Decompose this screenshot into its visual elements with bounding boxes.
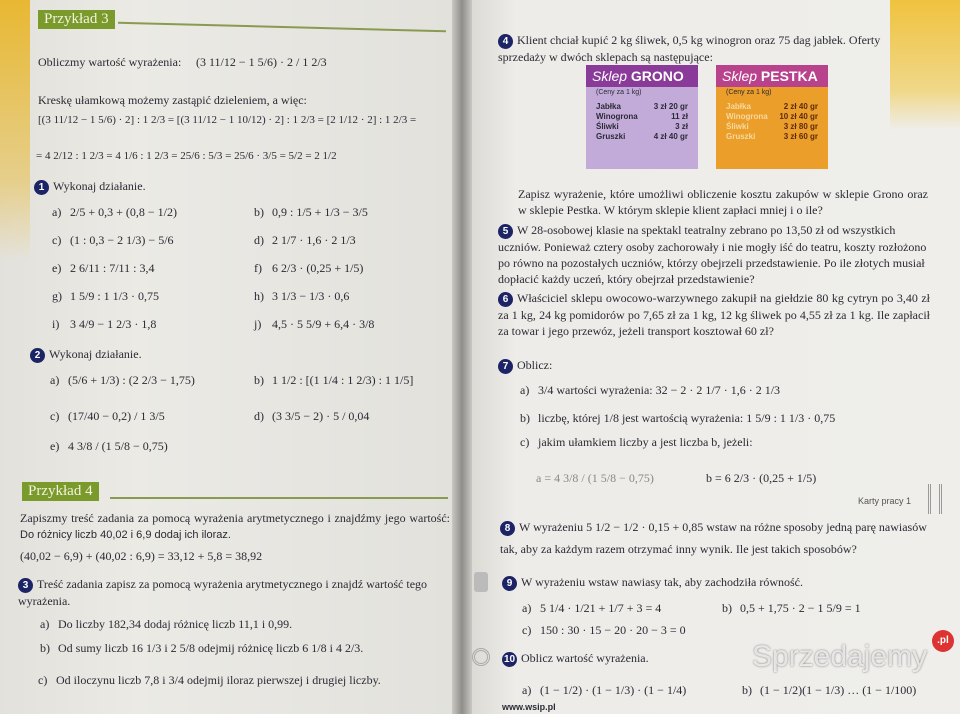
footer-url[interactable]: www.wsip.pl: [502, 702, 556, 712]
product-name: Gruszki: [726, 132, 756, 141]
product-name: Gruszki: [596, 132, 626, 141]
task-1-item: [254, 288, 349, 304]
item-expression: 2 6/11 : 7/11 : 3,4: [70, 261, 155, 275]
product-price: 3 zł: [675, 122, 688, 131]
example-4-solution: (40,02 − 6,9) + (40,02 : 6,9) = 33,12 + 5,8 = 38,92: [20, 549, 263, 563]
item-expression: (5/6 + 1/3) : (2 2/3 − 1,75): [68, 373, 195, 387]
example-3-line-1: [(3 11/12 − 1 5/6) · 2] : 1 2/3 = [(3 11/12 − 1 10/12) · 2] : 1 2/3 = [2 1/12 · 2] : 1 2/3 =: [38, 114, 417, 126]
task-title: Oblicz wartość wyrażenia.: [521, 651, 649, 665]
shop-title: [586, 65, 698, 87]
task-8-text: [500, 516, 932, 560]
product-name: Śliwki: [726, 122, 749, 131]
task-7-b-expression: b = 6 2/3 · (0,25 + 1/5): [706, 471, 817, 485]
task-9-item-a: [522, 600, 661, 616]
item-text: Od iloczynu liczb 7,8 i 3/4 odejmij iloraz pierwszej i drugiej liczby.: [56, 673, 381, 687]
divider: [110, 497, 448, 499]
example-3-line-2: = 4 2/12 : 1 2/3 = 4 1/6 : 1 2/3 = 25/6 : 5/3 = 25/6 · 3/5 = 5/2 = 2 1/2: [36, 150, 337, 162]
task-text: W wyrażeniu 5 1/2 − 1/2 · 0,15 + 0,85 wstaw na różne sposoby jedną parę nawiasów tak, aby za każdym razem otrzymać inny wynik. Ile jest takich sposobów?: [500, 520, 927, 556]
product-price: 3 zł 60 gr: [783, 132, 818, 141]
example-4-intro: Zapiszmy treść zadania za pomocą wyrażenia arytmetycznego i znajdźmy jego wartość:: [20, 511, 450, 525]
task-number-badge: 8: [500, 521, 515, 536]
task-7-item-a: [520, 382, 780, 398]
watermark-badge: .pl: [932, 630, 954, 652]
item-label: b): [722, 601, 732, 615]
worksheet-reference[interactable]: Karty pracy 1: [858, 496, 912, 506]
item-text: 3/4 wartości wyrażenia: 32 − 2 · 2 1/7 · 1,6 · 2 1/3: [538, 383, 781, 397]
item-label: a): [520, 383, 530, 397]
example-4-text: [20, 510, 450, 543]
task-3-title: [18, 576, 450, 609]
shop-price-note: (Ceny za 1 kg): [726, 89, 772, 96]
task-10-title: [502, 650, 649, 667]
item-expression: 1 5/9 : 1 1/3 · 0,75: [70, 289, 159, 303]
item-label: c): [50, 409, 60, 423]
worksheet-icon: [928, 484, 942, 514]
example-3-expression: (3 11/12 − 1 5/6) · 2 / 1 2/3: [196, 55, 327, 69]
item-expression: 2/5 + 0,3 + (0,8 − 1/2): [70, 205, 177, 219]
item-label: i): [52, 317, 60, 331]
product-name: Śliwki: [596, 122, 619, 131]
price-row: [586, 102, 698, 112]
item-label: b): [742, 683, 752, 697]
task-text: Właściciel sklepu owocowo-warzywnego zakupił na giełdzie 80 kg cytryn po 3,40 zł za 1 kg, 24 kg pomidorów po 7,65 zł za 1 kg, 12 kg śliwek po 4,55 zł za 1 kg. Ile zapłacił za towar i jego przewóz, jeżeli transport kosztował 60 zł?: [498, 291, 930, 338]
task-number-badge: 9: [502, 576, 517, 591]
price-row: [586, 112, 698, 122]
task-1-item: [52, 204, 177, 220]
task-1-title: [34, 178, 146, 195]
item-label: c): [520, 435, 530, 449]
product-name: Jabłka: [726, 102, 751, 111]
item-expression: 4 3/8 / (1 5/8 − 0,75): [68, 439, 168, 453]
task-text: W 28-osobowej klasie na spektakl teatralny zebrano po 13,50 zł od wszystkich uczniów. Ponieważ cztery osoby zachorowały i nie mogły iść do teatru, koszty rozłożono po równo na pozostałych uczniów, którzy obejrzeli przedstawienie. Po ile złotych musiał dopłacić każdy uczeń, który obejrzał przedstawienie?: [498, 223, 927, 286]
task-number-badge: 5: [498, 224, 513, 239]
item-label: h): [254, 289, 264, 303]
task-2-title: [30, 346, 142, 363]
task-7-a-expression: a = 4 3/8 / (1 5/8 − 0,75): [536, 471, 654, 485]
task-number-badge: 1: [34, 180, 49, 195]
item-label: a): [52, 205, 62, 219]
price-row: [716, 112, 828, 122]
task-2-item-e: [50, 438, 168, 454]
item-label: b): [40, 641, 50, 655]
product-price: 11 zł: [671, 112, 688, 121]
task-7-item-c: [520, 434, 753, 450]
shop-title-prefix: Sklep: [592, 68, 628, 84]
item-label: c): [52, 233, 62, 247]
task-7-item-b: [520, 410, 835, 426]
item-label: g): [52, 289, 62, 303]
shop-title-prefix: Sklep: [722, 68, 758, 84]
item-label: j): [254, 317, 262, 331]
example-3-intro: Obliczmy wartość wyrażenia:: [38, 55, 182, 69]
price-row: [716, 102, 828, 112]
item-expression: (1 − 1/2) · (1 − 1/3) · (1 − 1/4): [540, 683, 687, 697]
item-expression: 5 1/4 · 1/21 + 1/7 + 3 = 4: [540, 601, 662, 615]
task-7-title: [498, 357, 552, 374]
task-1-item: [254, 260, 363, 276]
task-4-text: [498, 32, 928, 65]
task-number-badge: 2: [30, 348, 45, 363]
task-9-item-b: [722, 600, 861, 616]
item-expression: 0,9 : 1/5 + 1/3 − 3/5: [272, 205, 368, 219]
task-2-item-c: [50, 408, 165, 424]
task-4-question: Zapisz wyrażenie, które umożliwi obliczenie kosztu zakupów w sklepie Grono oraz w sklepie Pestka. W którym sklepie klient zapłaci mniej i o ile?: [518, 187, 928, 217]
task-number-badge: 7: [498, 359, 513, 374]
shop-grono-card: [586, 65, 698, 169]
item-expression: 1 1/2 : [(1 1/4 : 1 2/3) : 1 1/5]: [272, 373, 414, 387]
task-1-item: [254, 204, 368, 220]
task-1-item: [52, 316, 156, 332]
task-number-badge: 10: [503, 653, 516, 665]
task-5-text: [498, 222, 930, 287]
task-3-item-c: [38, 672, 381, 688]
price-row: [716, 132, 828, 142]
task-1-item: [52, 260, 154, 276]
task-1-item: [52, 232, 174, 248]
product-name: Jabłka: [596, 102, 621, 111]
task-title: Wykonaj działanie.: [53, 179, 146, 193]
task-text: Klient chciał kupić 2 kg śliwek, 0,5 kg winogron oraz 75 dag jabłek. Oferty sprzedaży w dwóch sklepach są następujące:: [498, 33, 881, 64]
item-label: f): [254, 261, 262, 275]
example-3-note: Kreskę ułamkową możemy zastąpić dzieleniem, a więc:: [38, 93, 307, 107]
hand-icon: [474, 572, 488, 592]
product-price: 3 zł 80 gr: [783, 122, 818, 131]
item-expression: (1 : 0,3 − 2 1/3) − 5/6: [70, 233, 174, 247]
product-name: Winogrona: [726, 112, 768, 121]
task-1-item: [52, 288, 159, 304]
shop-price-note: (Ceny za 1 kg): [596, 89, 642, 96]
item-expression: 3 4/9 − 1 2/3 · 1,8: [70, 317, 157, 331]
task-2-item-a: [50, 372, 195, 388]
product-price: 2 zł 40 gr: [783, 102, 818, 111]
task-2-item-d: [254, 408, 369, 424]
item-label: a): [522, 601, 532, 615]
item-label: a): [522, 683, 532, 697]
item-text: jakim ułamkiem liczby a jest liczba b, jeżeli:: [538, 435, 753, 449]
example-3-header: Przykład 3: [38, 10, 115, 29]
item-expression: 0,5 + 1,75 · 2 − 1 5/9 = 1: [740, 601, 861, 615]
item-expression: (1 − 1/2)(1 − 1/3) … (1 − 1/100): [760, 683, 917, 697]
item-label: b): [520, 411, 530, 425]
task-title: Wykonaj działanie.: [49, 347, 142, 361]
price-row: [586, 132, 698, 142]
price-row: [716, 122, 828, 132]
task-9-item-c: [522, 622, 686, 638]
item-expression: 3 1/3 − 1/3 · 0,6: [272, 289, 350, 303]
item-expression: (3 3/5 − 2) · 5 / 0,04: [272, 409, 370, 423]
item-expression: (17/40 − 0,2) / 1 3/5: [68, 409, 165, 423]
product-price: 4 zł 40 gr: [653, 132, 688, 141]
shop-name: PESTKA: [760, 68, 818, 84]
task-9-title: [502, 574, 803, 591]
watermark: Sprzedajemy: [752, 640, 928, 673]
item-text: liczbę, której 1/8 jest wartością wyrażenia: 1 5/9 : 1 1/3 · 0,75: [538, 411, 836, 425]
shop-name: GRONO: [630, 68, 684, 84]
item-label: b): [254, 205, 264, 219]
task-number-badge: 3: [18, 578, 33, 593]
shop-title: [716, 65, 828, 87]
task-number-badge: 4: [498, 34, 513, 49]
task-title: Oblicz:: [517, 358, 553, 372]
product-price: 10 zł 40 gr: [779, 112, 818, 121]
page-edge-decoration: [890, 0, 960, 130]
item-label: a): [50, 373, 60, 387]
task-3-item-a: [40, 616, 292, 632]
page-edge-decoration: [0, 0, 30, 260]
book-gutter: [452, 0, 472, 714]
task-3-item-b: [40, 640, 363, 656]
product-name: Winogrona: [596, 112, 638, 121]
item-label: c): [38, 673, 48, 687]
item-label: b): [254, 373, 264, 387]
task-10-item-a: [522, 682, 686, 698]
item-expression: 4,5 · 5 5/9 + 6,4 · 3/8: [272, 317, 375, 331]
task-6-text: [498, 290, 930, 339]
item-expression: 150 : 30 · 15 − 20 · 20 − 3 = 0: [540, 623, 686, 637]
task-number-badge: 6: [498, 292, 513, 307]
item-label: c): [522, 623, 532, 637]
task-10-item-b: [742, 682, 916, 698]
shop-pestka-card: [716, 65, 828, 169]
item-label: a): [40, 617, 50, 631]
price-row: [586, 122, 698, 132]
product-price: 3 zł 20 gr: [653, 102, 688, 111]
task-1-item: [254, 316, 374, 332]
spiral-icon: [472, 648, 490, 666]
example-4-quote: Do różnicy liczb 40,02 i 6,9 dodaj ich iloraz.: [20, 529, 231, 541]
item-expression: 2 1/7 · 1,6 · 2 1/3: [272, 233, 356, 247]
item-label: d): [254, 233, 264, 247]
item-expression: 6 2/3 · (0,25 + 1/5): [272, 261, 364, 275]
task-title: Treść zadania zapisz za pomocą wyrażenia arytmetycznego i znajdź wartość tego wyrażenia.: [18, 577, 428, 608]
task-title: W wyrażeniu wstaw nawiasy tak, aby zachodziła równość.: [521, 575, 804, 589]
example-4-header: Przykład 4: [22, 482, 99, 501]
item-label: e): [50, 439, 60, 453]
item-label: d): [254, 409, 264, 423]
item-text: Od sumy liczb 16 1/3 i 2 5/8 odejmij różnicę liczb 6 1/8 i 4 2/3.: [58, 641, 364, 655]
task-2-item-b: [254, 372, 413, 388]
item-label: e): [52, 261, 62, 275]
item-text: Do liczby 182,34 dodaj różnicę liczb 11,1 i 0,99.: [58, 617, 293, 631]
task-1-item: [254, 232, 356, 248]
